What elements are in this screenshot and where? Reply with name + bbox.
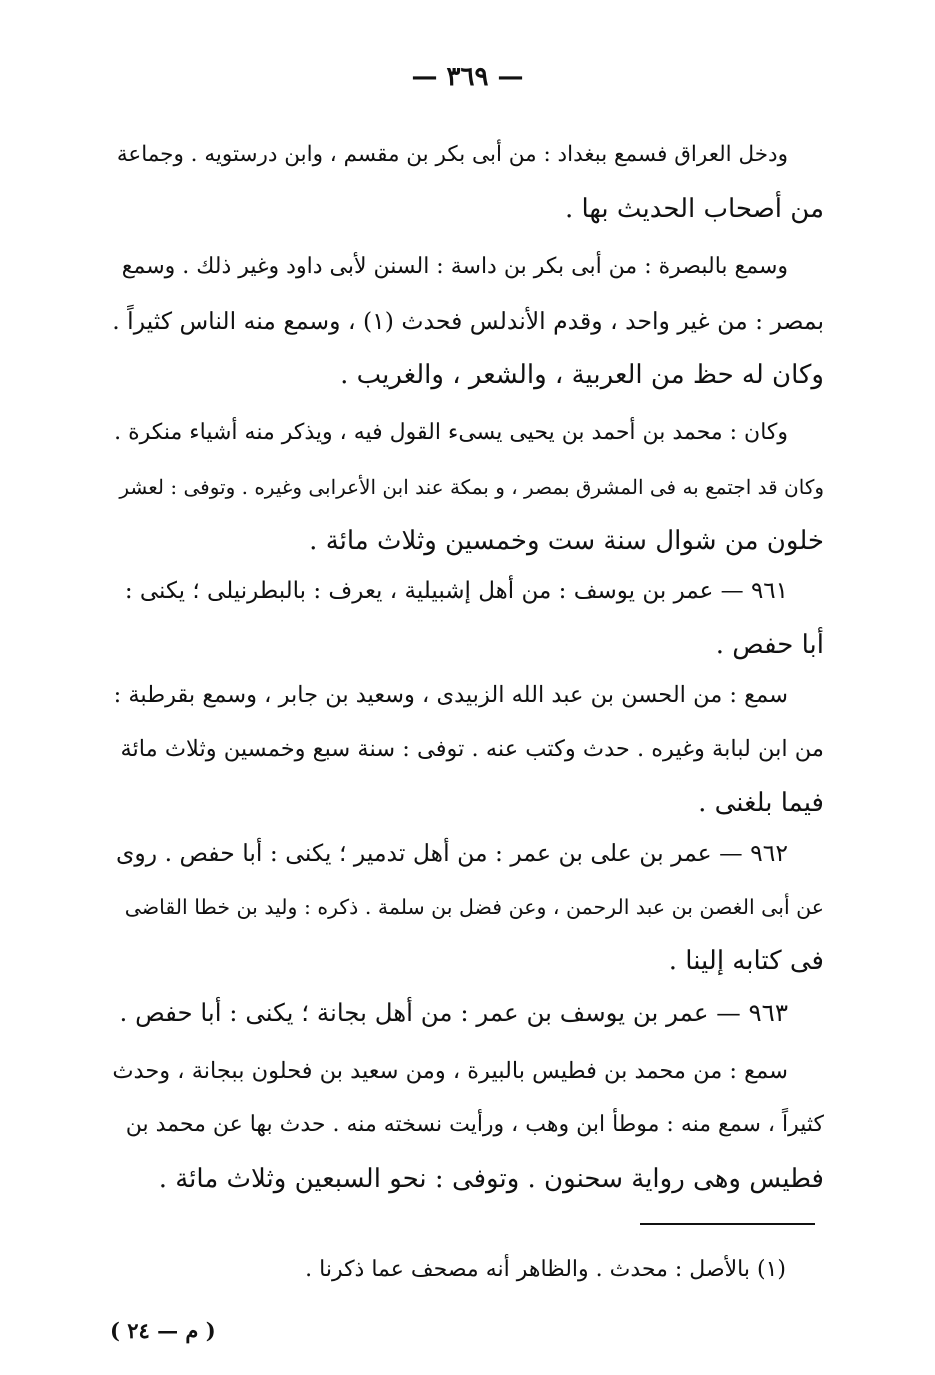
text-line: ودخل العراق فسمع ببغداد : من أبى بكر بن مقسم ، وابن درستويه . وجماعة [116,142,788,167]
paragraph-2 [112,240,824,402]
text-line: وكان قد اجتمع به فى المشرق بمصر ، و بمكة عند ابن الأعرابى وغيره . وتوفى : لعشر [119,475,824,499]
text-line: وكان : محمد بن أحمد بن يحيى يسىء القول فيه ، ويذكر منه أشياء منكرة . [114,420,788,445]
text-line: أبا حفص . [715,630,824,660]
paragraph-961-body [112,668,824,830]
text-line: وسمع بالبصرة : من أبى بكر بن داسة : السنن لأبى داود وغير ذلك . وسمع [121,254,788,279]
text-line: سمع : من الحسن بن عبد الله الزبيدى ، وسعيد بن جابر ، وسمع بقرطبة : [113,682,788,708]
text-line: من ابن لبابة وغيره . حدث وكتب عنه . توفى : سنة سبع وخمسين وثلاث مائة [120,736,824,762]
entry-962 [112,826,824,988]
text-line: فى كتابه إلينا . [668,946,824,976]
paragraph-3 [112,406,824,568]
text-line: فطيس وهى رواية سحنون . وتوفى : نحو السبعين وثلاث مائة . [158,1164,824,1194]
text-line: بمصر : من غير واحد ، وقدم الأندلس فحدث (١) ، وسمع منه الناس كثيراً . [112,307,824,335]
page-number: — ٣٦٩ — [411,62,524,92]
text-line: ٩٦٣ — عمر بن يوسف بن عمر : من أهل بجانة ؛ يكنى : أبا حفص . [119,998,788,1027]
text-line: كثيراً ، سمع منه : موطأ ابن وهب ، ورأيت نسخته منه . حدث بها عن محمد بن [125,1112,824,1137]
entry-961 [112,564,824,672]
footnote: (١) بالأصل : محدث . والظاهر أنه مصحف عما ذكرنا . [305,1257,786,1282]
paragraph-1 [112,128,824,236]
text-line: عن أبى الغصن بن عبد الرحمن ، وعن فضل بن سلمة . ذكره : وليد بن خطا القاضى [124,895,824,919]
text-line: خلون من شوال سنة ست وخمسين وثلاث مائة . [309,526,824,556]
text-line: سمع : من محمد بن فطيس بالبيرة ، ومن سعيد بن فحلون ببجانة ، وحدث [112,1058,788,1084]
text-line: من أصحاب الحديث بها . [564,194,824,224]
entry-963 [112,986,824,1040]
text-line: وكان له حظ من العربية ، والشعر ، والغريب . [340,360,824,390]
footnote-divider [640,1223,815,1225]
text-line: ٩٦١ — عمر بن يوسف : من أهل إشبيلية ، يعرف : بالبطرنيلى ؛ يكنى : [124,578,788,604]
text-line: ٩٦٢ — عمر بن على بن عمر : من أهل تدمير ؛ يكنى : أبا حفص . روى [116,839,788,867]
printer-signature: ( م — ٢٤ ) [110,1318,216,1343]
text-line: فيما بلغنى . [698,788,824,818]
paragraph-963-body [112,1044,824,1206]
